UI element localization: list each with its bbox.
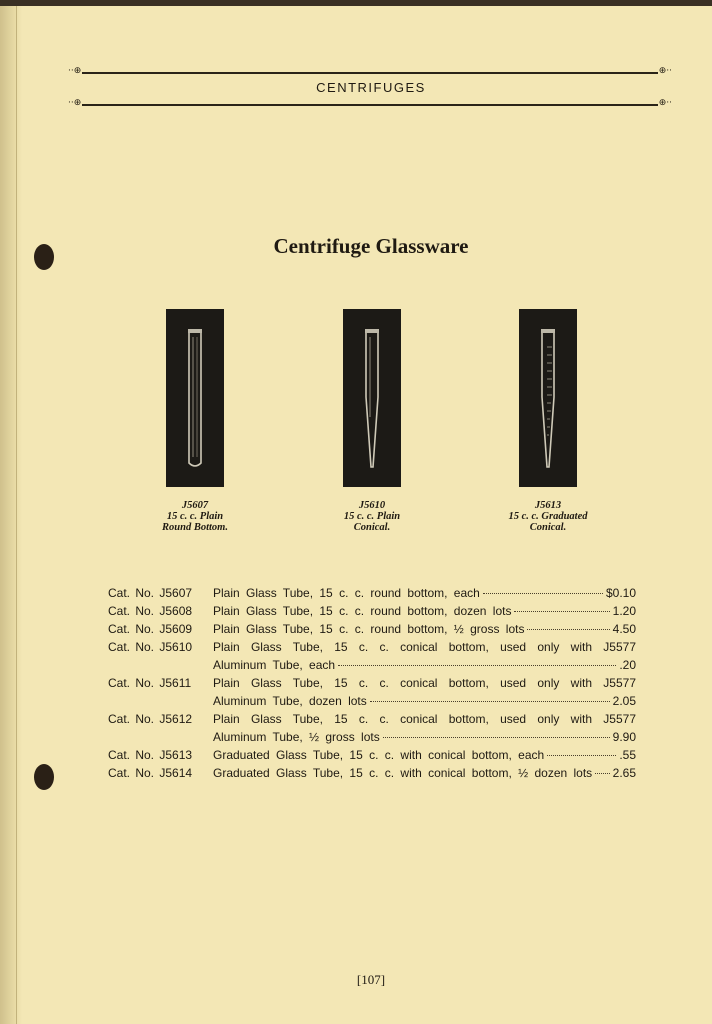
catalog-row-j5608 <box>108 602 636 620</box>
catalog-number: Cat. No. J5611 <box>108 676 192 690</box>
catalog-row-j5613 <box>108 746 636 764</box>
catalog-number: Cat. No. J5612 <box>108 712 193 726</box>
page-binding-edge <box>0 6 22 1024</box>
catalog-number: Cat. No. J5607 <box>108 586 193 600</box>
figure-caption-j5610 <box>292 500 452 533</box>
catalog-number: Cat. No. J5613 <box>108 748 193 762</box>
dot-leader <box>383 737 610 738</box>
catalog-number: Cat. No. J5610 <box>108 640 193 654</box>
page-fold <box>16 6 17 1024</box>
figure-cat-number: J5613 <box>534 500 562 511</box>
figure-caption-line: Conical. <box>353 522 391 533</box>
dot-leader <box>370 701 610 702</box>
graduated-conical-tube-icon <box>539 327 557 471</box>
tube-photo-graduated-conical <box>519 309 577 487</box>
page-title: Centrifuge Glassware <box>273 234 469 258</box>
catalog-number: Cat. No. J5614 <box>108 766 193 780</box>
catalog-description: Plain Glass Tube, 15 c. c. round bottom, each <box>213 586 480 600</box>
header-rule-bottom: ··⊕ ⊕·· <box>68 98 672 108</box>
catalog-description: Plain Glass Tube, 15 c. c. round bottom, dozen lots <box>213 604 512 618</box>
figure-caption-line: Round Bottom. <box>162 522 228 533</box>
catalog-description: Plain Glass Tube, 15 c. c. conical bottom, used only with J5577 <box>213 640 636 654</box>
conical-tube-icon <box>363 327 381 471</box>
figure-caption-line: 15 c. c. Plain <box>166 511 224 522</box>
catalog-description: Plain Glass Tube, 15 c. c. round bottom, ½ gross lots <box>213 622 525 636</box>
catalog-price: 2.65 <box>612 766 636 780</box>
figure-cat-number: J5607 <box>181 500 209 511</box>
dot-leader <box>514 611 609 612</box>
catalog-row-j5610 <box>108 638 636 674</box>
catalog-row-j5611 <box>108 674 636 710</box>
figure-caption-j5613 <box>468 500 628 533</box>
catalog-description: Aluminum Tube, each <box>213 658 336 672</box>
dot-leader <box>527 629 609 630</box>
dot-leader <box>547 755 616 756</box>
figure-caption-line: 15 c. c. Plain <box>343 511 401 522</box>
dot-leader <box>483 593 603 594</box>
catalog-description: Aluminum Tube, ½ gross lots <box>213 730 380 744</box>
catalog-price: 1.20 <box>612 604 636 618</box>
catalog-price: .20 <box>619 658 636 672</box>
catalog-price: .55 <box>619 748 636 762</box>
page-number: [107] <box>356 972 386 987</box>
catalog-list <box>108 584 636 782</box>
tube-photo-plain-conical <box>343 309 401 487</box>
punch-hole-bottom <box>34 764 54 790</box>
figure-caption-line: Conical. <box>529 522 567 533</box>
figure-caption-j5607 <box>115 500 275 533</box>
catalog-price: 2.05 <box>612 694 636 708</box>
catalog-row-j5607 <box>108 584 636 602</box>
catalog-row-j5614 <box>108 764 636 782</box>
catalog-price: $0.10 <box>605 586 636 600</box>
section-header: CENTRIFUGES <box>316 80 426 95</box>
catalog-number: Cat. No. J5608 <box>108 604 193 618</box>
tube-photo-round-bottom <box>166 309 224 487</box>
catalog-description: Graduated Glass Tube, 15 c. c. with conical bottom, ½ dozen lots <box>213 766 593 780</box>
catalog-row-j5612 <box>108 710 636 746</box>
catalog-price: 4.50 <box>612 622 636 636</box>
round-bottom-tube-icon <box>186 327 204 471</box>
catalog-description: Plain Glass Tube, 15 c. c. conical bottom, used only with J5577 <box>213 712 636 726</box>
figure-caption-line: 15 c. c. Graduated <box>508 511 588 522</box>
figure-cat-number: J5610 <box>358 500 386 511</box>
catalog-description: Graduated Glass Tube, 15 c. c. with conical bottom, each <box>213 748 545 762</box>
catalog-number: Cat. No. J5609 <box>108 622 193 636</box>
dot-leader <box>595 773 609 774</box>
catalog-description: Plain Glass Tube, 15 c. c. conical bottom, used only with J5577 <box>213 676 636 690</box>
catalog-price: 9.90 <box>612 730 636 744</box>
dot-leader <box>338 665 616 666</box>
catalog-row-j5609 <box>108 620 636 638</box>
catalog-page <box>0 6 712 1024</box>
catalog-description: Aluminum Tube, dozen lots <box>213 694 367 708</box>
header-rule-top: ··⊕ ⊕·· <box>68 66 672 76</box>
